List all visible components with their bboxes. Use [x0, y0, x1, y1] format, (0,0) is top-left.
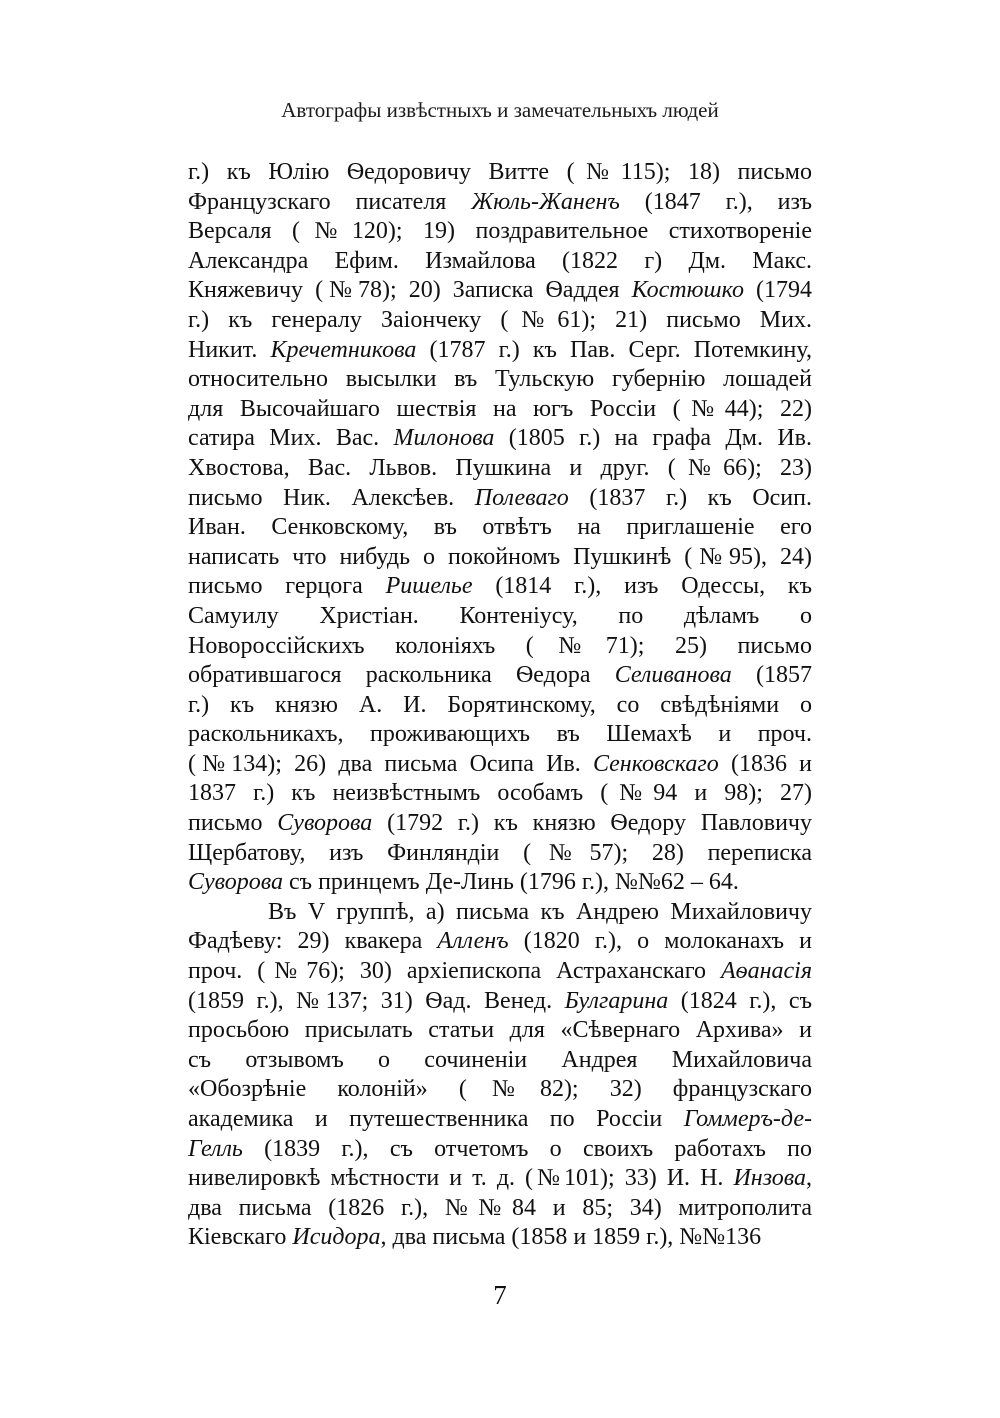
text-line [188, 513, 812, 543]
text-run: (1814 г.), изъ Одессы, къ [472, 573, 812, 600]
text-run: Кіевскаго [188, 1224, 293, 1251]
text-run: просьбою присылать статьи для «Сѣвернаго Архива» и [188, 1017, 812, 1044]
text-run: (1836 и [718, 750, 812, 777]
text-run: (1794 [743, 277, 812, 304]
text-line [188, 336, 812, 366]
text-run: Фадѣеву: 29) квакера [188, 928, 438, 955]
text-line [188, 306, 812, 336]
text-run: , [806, 1165, 812, 1192]
text-line [188, 1135, 812, 1165]
text-run: , два письма (1858 и 1859 г.), №№136 [380, 1224, 762, 1251]
text-run: (1857 [731, 662, 813, 689]
text-run: (1792 г.) къ князю Ѳедору Павловичу [372, 810, 812, 837]
text-line [188, 1164, 812, 1194]
text-run: Въ V группѣ, а) письма къ Андрею Михайловичу [268, 898, 812, 925]
text-run: Самуилу Христіан. Контеніусу, по дѣламъ о [188, 602, 812, 629]
text-run: нивелировкѣ мѣстности и т. д. (№101); 33) И. Н. [188, 1165, 734, 1192]
text-line [188, 395, 812, 425]
text-run: съ отзывомъ о сочиненіи Андрея Михайловича [188, 1046, 812, 1073]
text-run: Никит. [188, 336, 271, 363]
text-line [188, 750, 812, 780]
text-run: Новороссійскихъ колоніяхъ (№71); 25) письмо [188, 632, 812, 659]
text-line [188, 543, 812, 573]
italic-name: Гоммеръ-де- [683, 1106, 812, 1132]
text-run: (1787 г.) къ Пав. Серг. Потемкину, [416, 336, 812, 363]
text-line [188, 1105, 812, 1135]
italic-name: Инзова [733, 1165, 806, 1192]
italic-name: Исидора [292, 1224, 381, 1251]
text-line [188, 188, 812, 218]
text-run: (1805 г.) на графа Дм. Ив. [494, 425, 812, 452]
text-run: съ принцемъ Де-Линь (1796 г.), №№62 – 64. [283, 869, 739, 896]
text-run: (1820 г.), о молоканахъ и [508, 928, 812, 955]
text-line [188, 247, 812, 277]
italic-name: Гелль [188, 1135, 243, 1162]
text-line [188, 987, 812, 1017]
text-line [188, 1223, 812, 1253]
text-line [188, 927, 812, 957]
text-line [188, 484, 812, 514]
text-line [188, 1075, 812, 1105]
text-line [188, 839, 812, 869]
text-run: Хвостова, Вас. Львов. Пушкина и друг. (№66); 23) [188, 454, 812, 481]
text-run: раскольникахъ, проживающихъ въ Шемахѣ и проч. [188, 721, 812, 748]
text-run: г.) къ князю А. И. Борятинскому, со свѣдѣніями о [188, 691, 812, 718]
text-line [188, 898, 812, 928]
text-run: написать что нибудь о покойномъ Пушкинѣ (№95), 24) [188, 543, 812, 570]
text-run: сатира Мих. Вас. [188, 425, 394, 452]
italic-name: Аѳанасія [720, 958, 812, 985]
text-run: г.) къ генералу Заіончеку (№61); 21) письмо Мих. [188, 306, 812, 333]
text-run: Иван. Сенковскому, въ отвѣтъ на приглашеніе его [188, 514, 812, 541]
italic-name: Алленъ [437, 928, 509, 955]
italic-name: Кречетникова [270, 336, 417, 363]
text-run: «Обозрѣніе колоній» (№82); 32) французскаго [188, 1076, 812, 1103]
italic-name: Костюшко [631, 277, 744, 304]
text-line [188, 1194, 812, 1224]
italic-name: Жюль-Жаненъ [471, 188, 620, 215]
running-header: Автографы извѣстныхъ и замечательныхъ людей [281, 98, 719, 122]
text-line [188, 779, 812, 809]
text-run: Щербатову, изъ Финляндіи (№57); 28) переписка [188, 839, 812, 866]
text-run: (1847 г.), изъ [619, 188, 812, 215]
text-run: относительно высылки въ Тульскую губернію лошадей [188, 366, 812, 393]
italic-name: Суворова [188, 869, 284, 896]
text-run: Княжевичу (№78); 20) Записка Ѳаддея [188, 277, 632, 304]
text-run: г.) къ Юлію Ѳедоровичу Витте (№115); 18) письмо [188, 159, 812, 185]
italic-name: Полеваго [474, 484, 569, 511]
page-number: 7 [493, 1280, 507, 1310]
text-line [188, 454, 812, 484]
text-line [188, 809, 812, 839]
text-line [188, 276, 812, 306]
text-line [188, 424, 812, 454]
text-run: два письма (1826 г.), №№84 и 85; 34) митрополита [188, 1194, 812, 1221]
text-line [188, 691, 812, 721]
text-line [188, 217, 812, 247]
text-run: для Высочайшаго шествія на югъ Россіи (№44); 22) [188, 395, 812, 422]
text-line [188, 868, 812, 898]
text-line [188, 158, 812, 188]
text-run: проч. (№76); 30) архіепископа Астраханскаго [188, 958, 721, 985]
text-line [188, 1016, 812, 1046]
text-run: 1837 г.) къ неизвѣстнымъ особамъ (№94 и 98); 27) [188, 780, 812, 807]
italic-name: Милонова [393, 425, 495, 452]
text-run: Версаля (№120); 19) поздравительное стихотвореніе [188, 218, 812, 245]
italic-name: Суворова [277, 810, 373, 837]
text-line [188, 572, 812, 602]
text-line [188, 365, 812, 395]
text-line [188, 661, 812, 691]
text-line [188, 1046, 812, 1076]
text-run: (1837 г.) къ Осип. [568, 484, 812, 511]
text-line [188, 632, 812, 662]
text-run: письмо герцога [188, 573, 386, 600]
text-run: академика и путешественника по Россіи [188, 1106, 684, 1132]
text-run: Александра Ефим. Измайлова (1822 г) Дм. Макс. [188, 247, 812, 274]
text-run: (1824 г.), съ [668, 987, 812, 1014]
text-line [188, 602, 812, 632]
text-run: обратившагося раскольника Ѳедора [188, 662, 615, 689]
italic-name: Булгарина [564, 987, 669, 1014]
text-line [188, 720, 812, 750]
italic-name: Ришелье [385, 573, 473, 600]
text-run: (№134); 26) два письма Осипа Ив. [188, 750, 593, 777]
text-run: письмо Ник. Алексѣев. [188, 484, 475, 511]
text-run: письмо [188, 810, 278, 837]
italic-name: Сенковскаго [592, 750, 719, 777]
body-text [188, 158, 812, 1253]
text-line [188, 957, 812, 987]
text-run: (1859 г.), №137; 31) Ѳад. Венед. [188, 987, 565, 1014]
text-run: Французскаго писателя [188, 188, 472, 215]
italic-name: Селиванова [614, 662, 732, 689]
text-run: (1839 г.), съ отчетомъ о своихъ работахъ по [242, 1135, 812, 1162]
